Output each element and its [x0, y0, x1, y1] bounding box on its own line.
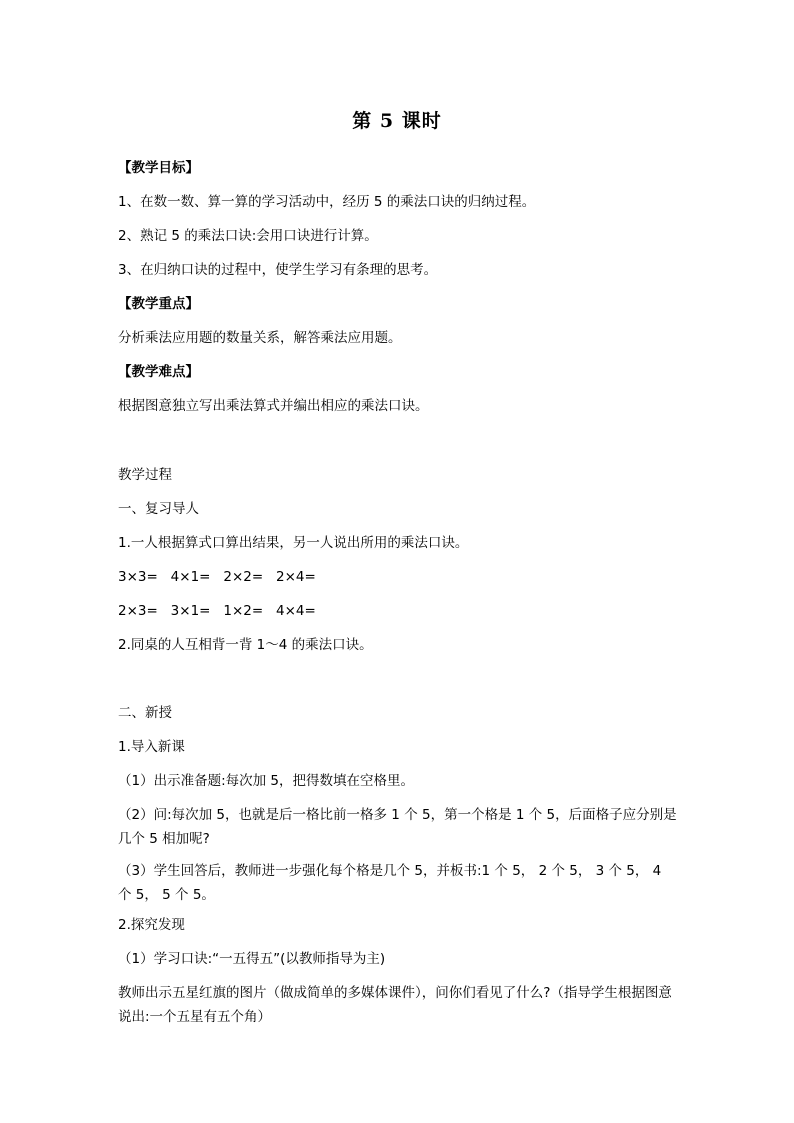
review-item-2: 2.同桌的人互相背一背 1～4 的乘法口诀。: [118, 637, 373, 653]
review-item-1: 1.一人根据算式口算出结果，另一人说出所用的乘法口诀。: [118, 535, 469, 551]
intro-heading: 1.导入新课: [118, 739, 185, 755]
intro-step-2: （2）问:每次加 5，也就是后一格比前一格多 1 个 5，第一个格是 1 个 5，后面格子应分别是几个 5 相加呢?: [118, 807, 677, 847]
review-heading: 一、复习导人: [118, 501, 199, 517]
intro-step-1: （1）出示准备题:每次加 5，把得数填在空格里。: [118, 773, 415, 789]
key-points-heading: 【教学重点】: [118, 296, 199, 312]
difficulties-heading: 【教学难点】: [118, 364, 199, 380]
explore-heading: 2.探究发现: [118, 917, 185, 933]
process-heading: 教学过程: [118, 467, 172, 483]
objectives-heading: 【教学目标】: [118, 160, 199, 176]
key-points-text: 分析乘法应用题的数量关系，解答乘法应用题。: [118, 330, 402, 346]
objective-item-2: 2、熟记 5 的乘法口诀:会用口诀进行计算。: [118, 228, 378, 244]
explore-step-1: （1）学习口诀:“一五得五”(以教师指导为主): [118, 951, 386, 967]
page-title: 第 5 课时: [352, 110, 442, 132]
objective-item-1: 1、在数一数、算一算的学习活动中，经历 5 的乘法口诀的归纳过程。: [118, 194, 536, 210]
review-equations-row-1: 3×3= 4×1= 2×2= 2×4=: [118, 569, 316, 585]
difficulties-text: 根据图意独立写出乘法算式并编出相应的乘法口诀。: [118, 398, 429, 414]
intro-step-3: （3）学生回答后，教师进一步强化每个格是几个 5，并板书:1 个 5， 2 个 5， 3 个 5， 4 个 5， 5 个 5。: [118, 863, 662, 903]
objective-item-3: 3、在归纳口诀的过程中，使学生学习有条理的思考。: [118, 262, 438, 278]
explore-step-2: 教师出示五星红旗的图片（做成简单的多媒体课件），问你们看见了什么?（指导学生根据图意说出:一个五星有五个角）: [118, 985, 672, 1025]
review-equations-row-2: 2×3= 3×1= 1×2= 4×4=: [118, 603, 316, 619]
new-lesson-heading: 二、新授: [118, 705, 172, 721]
